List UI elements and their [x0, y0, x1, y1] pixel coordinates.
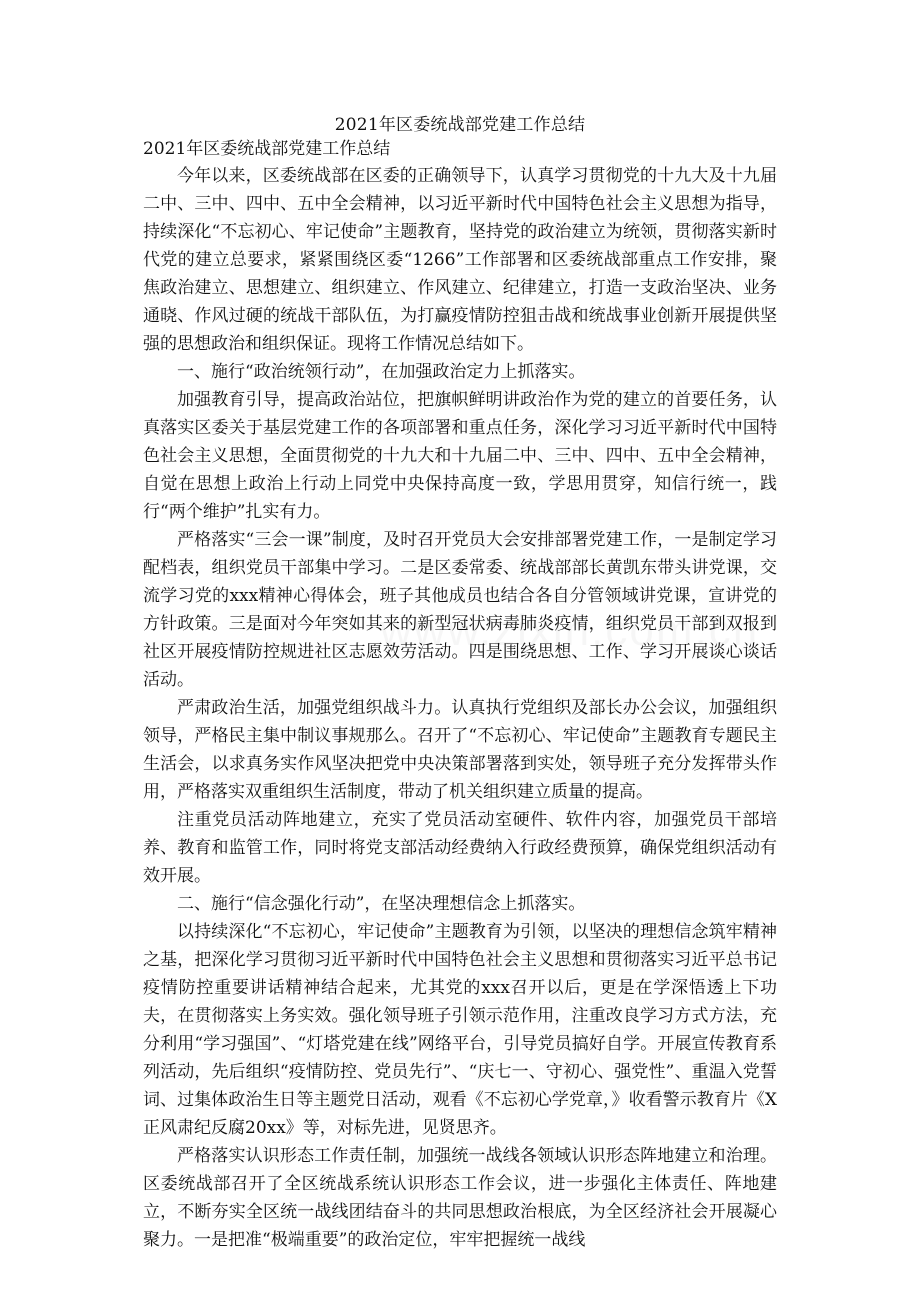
paragraph: 严格落实“三会一课”制度，及时召开党员大会安排部署党建工作，一是制定学习配档表，组织党员干部集中学习。二是区委常委、统战部部长黄凯东带头讲党课，交流学习党的xxx精神心得体会，班子其他成员也结合各自分管领域讲党课，宣讲党的方针政策。三是面对今年突如其来的新型冠状病毒肺炎疫情，组织党员干部到双报到社区开展疫情防控规进社区志愿效劳活动。四是围绕思想、工作、学习开展谈心谈话活动。 — [143, 530, 777, 690]
document-title: 2021年区委统战部党建工作总结 — [334, 115, 586, 135]
paragraph: 严格落实认识形态工作责任制，加强统一战线各领域认识形态阵地建立和治理。区委统战部召开了全区统战系统认识形态工作会议，进一步强化主体责任、阵地建立，不断夯实全区统一战线团结奋斗的共同思想政治根底，为全区经济社会开展凝心聚力。一是把准“极端重要”的政治定位，牢牢把握统一战线 — [143, 1146, 777, 1250]
section-heading: 一、施行“政治统领行动”，在加强政治定力上抓落实。 — [177, 362, 586, 382]
document-body — [143, 162, 777, 1254]
paragraph: 加强教育引导，提高政治站位，把旗帜鲜明讲政治作为党的建立的首要任务，认真落实区委关于基层党建工作的各项部署和重点任务，深化学习习近平新时代中国特色社会主义思想，全面贯彻党的十九大和十九届二中、三中、四中、五中全会精神，自觉在思想上政治上行动上同党中央保持高度一致，学思用贯穿，知信行统一，践行“两个维护”扎实有力。 — [143, 390, 777, 522]
paragraph: 以持续深化“不忘初心，牢记使命”主题教育为引领，以坚决的理想信念筑牢精神之基，把深化学习贯彻习近平新时代中国特色社会主义思想和贯彻落实习近平总书记疫情防控重要讲话精神结合起来，尤其党的xxx召开以后，更是在学深悟透上下功夫，在贯彻落实上务实效。强化领导班子引领示范作用，注重改良学习方式方法，充分利用“学习强国”、“灯塔党建在线”网络平台，引导党员搞好自学。开展宣传教育系列活动，先后组织“疫情防控、党员先行”、“庆七一、守初心、强党性”、重温入党誓词、过集体政治生日等主题党日活动，观看《不忘初心学党章，》收看警示教育片《X正风肃纪反腐20xx》等，对标先进，见贤思齐。 — [143, 922, 777, 1138]
document-subtitle: 2021年区委统战部党建工作总结 — [143, 139, 391, 159]
section-heading: 二、施行“信念强化行动”，在坚决理想信念上抓落实。 — [177, 894, 586, 914]
paragraph: 今年以来，区委统战部在区委的正确领导下，认真学习贯彻党的十九大及十九届二中、三中、四中、五中全会精神，以习近平新时代中国特色社会主义思想为指导，持续深化“不忘初心、牢记使命”主题教育，坚持党的政治建立为统领，贯彻落实新时代党的建立总要求，紧紧围绕区委“1266”工作部署和区委统战部重点工作安排，聚焦政治建立、思想建立、组织建立、作风建立、纪律建立，打造一支政治坚决、业务通晓、作风过硬的统战干部队伍，为打赢疫情防控狙击战和统战事业创新开展提供坚强的思想政治和组织保证。现将工作情况总结如下。 — [143, 166, 777, 354]
paragraph: 严肃政治生活，加强党组织战斗力。认真执行党组织及部长办公会议，加强组织领导，严格民主集中制议事规那么。召开了“不忘初心、牢记使命”主题教育专题民主生活会，以求真务实作风坚决把党中央决策部署落到实处，领导班子充分发挥带头作用，严格落实双重组织生活制度，带动了机关组织建立质量的提高。 — [143, 698, 777, 802]
paragraph: 注重党员活动阵地建立，充实了党员活动室硬件、软件内容，加强党员干部培养、教育和监管工作，同时将党支部活动经费纳入行政经费预算，确保党组织活动有效开展。 — [143, 810, 777, 886]
